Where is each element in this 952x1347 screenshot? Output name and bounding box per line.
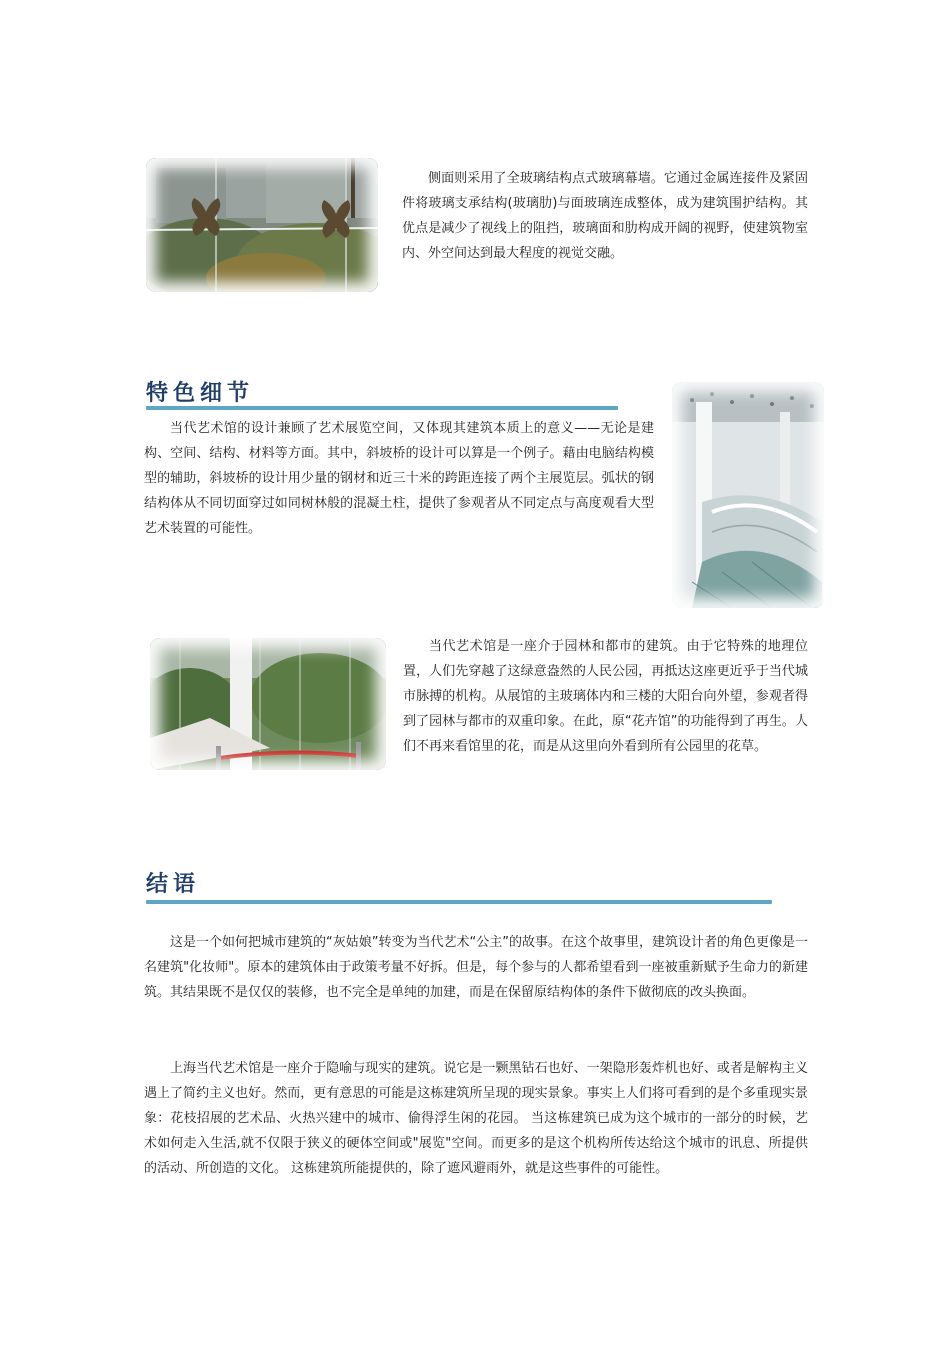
features-heading: 特色细节 [146,380,255,406]
features-paragraph-ramp: 当代艺术馆的设计兼顾了艺术展览空间，又体现其建筑本质上的意义——无论是建构、空间、结构、材料等方面。其中，斜坡桥的设计可以算是一个例子。藉由电脑结构模型的辅助，斜坡桥的设计用少量的钢材和近三十米的跨距连接了两个主展览层。弧状的钢结构体从不同切面穿过如同树林般的混凝土柱，提供了参观者从不同定点与高度观看大型艺术装置的可能性。 [144,421,654,536]
glass-curtain-wall-photo [146,158,378,292]
glass-facade-garden-view-photo [150,638,386,770]
conclusion-heading-rule [146,900,772,904]
conclusion-paragraph-metaphor: 上海当代艺术馆是一座介于隐喻与现实的建筑。说它是一颗黑钻石也好、一架隐形轰炸机也好、或者是解构主义遇上了简约主义也好。然而，更有意思的可能是这栋建筑所呈现的现实景象。事实上人们将可看到的是个多重现实景象：花枝招展的艺术品、火热兴建中的城市、偷得浮生闲的花园。 当这栋建筑已成为这个城市的一部分的时候，艺术如何走入生活,就不仅限于狭义的硬体空间或"展览"空间。而更多的是这个机构所传达给这个城市的讯息、所提供的活动、所创造的文化。 这栋建筑所能提供的，除了遮风避雨外，就是这些事件的可能性。 [144,1061,808,1176]
features-heading-rule [146,406,618,410]
conclusion-paragraph-cinderella: 这是一个如何把城市建筑的“灰姑娘”转变为当代艺术“公主”的故事。在这个故事里，建筑设计者的角色更像是一名建筑"化妆师"。原本的建筑体由于政策考量不好拆。但是，每个参与的人都希望看到一座被重新赋予生命力的新建筑。其结果既不是仅仅的装修，也不完全是单纯的加建，而是在保留原结构体的条件下做彻底的改头换面。 [144,935,808,1000]
features-paragraph-garden: 当代艺术馆是一座介于园林和都市的建筑。由于它特殊的地理位置，人们先穿越了这绿意盎然的人民公园，再抵达这座更近乎于当代城市脉搏的机构。从展馆的主玻璃体内和三楼的大阳台向外望，参观者得到了园林与都市的双重印象。在此，原“花卉馆”的功能得到了再生。人们不再来看馆里的花，而是从这里向外看到所有公园里的花草。 [403,639,808,754]
conclusion-heading: 结语 [146,871,201,897]
atrium-ramp-photo [672,382,824,608]
curtain-wall-paragraph: 侧面则采用了全玻璃结构点式玻璃幕墙。它通过金属连接件及紧固件将玻璃支承结构(玻璃肋)与面玻璃连成整体，成为建筑围护结构。其优点是减少了视线上的阻挡，玻璃面和肋构成开阔的视野，使建筑物室内、外空间达到最大程度的视觉交融。 [402,171,808,261]
